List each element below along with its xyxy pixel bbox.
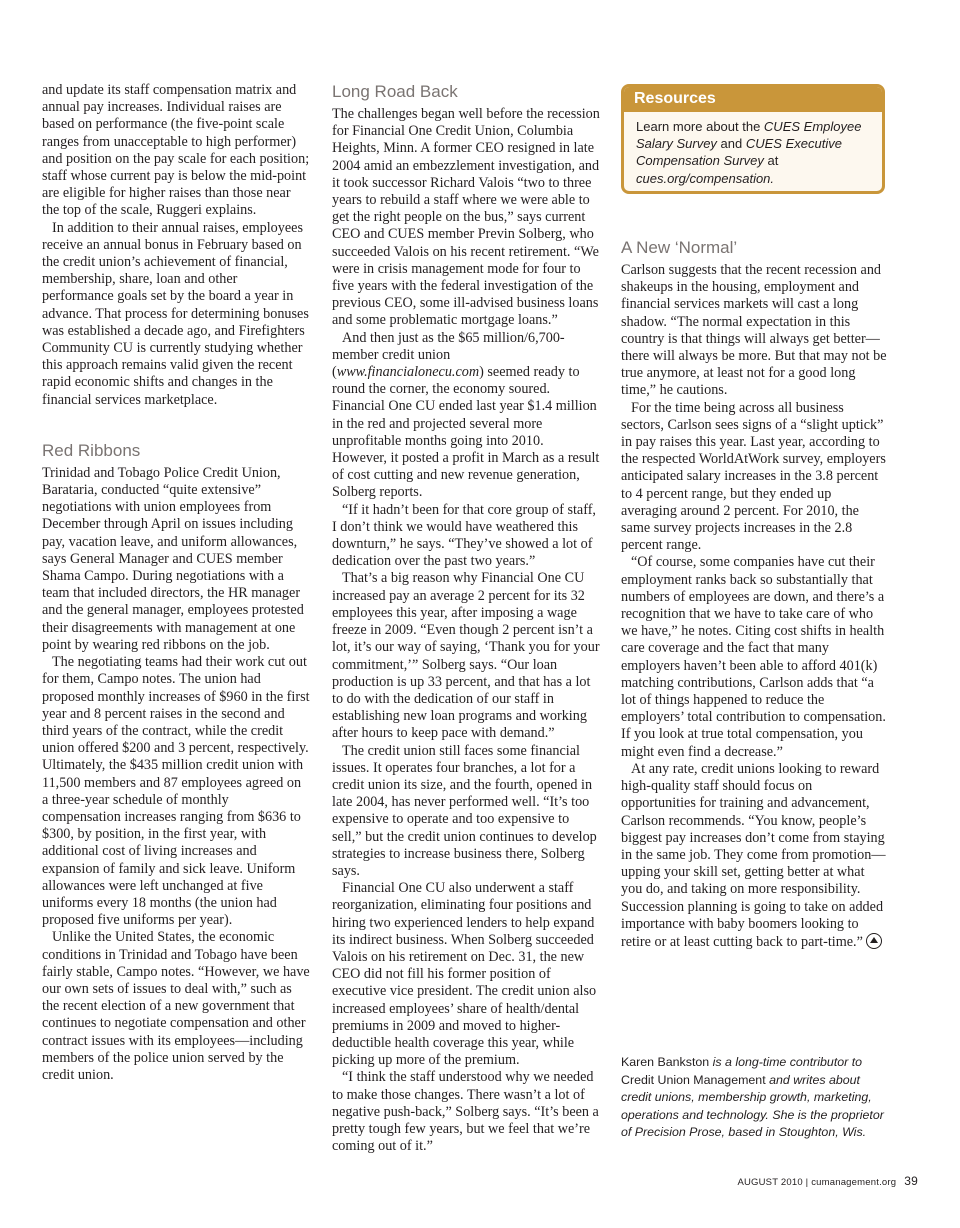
- separator: |: [802, 1177, 812, 1188]
- paragraph: “Of course, some companies have cut their employment ranks back so substantially that numbers of employees are down, and there’s a recognition that we have to take care of who we have,” he notes. Citing cost shifts in health care coverage and the fact that many employers haven’t been able to afford 401(k) matching contributions, Carlson adds that “a lot of things happened to reduce the employers’ total contribution to compensation. If you look at true total compensation, you might even find a decrease.”: [621, 554, 886, 760]
- site-name: cumanagement.org: [811, 1177, 897, 1188]
- section-heading-red-ribbons: Red Ribbons: [42, 440, 141, 460]
- paragraph: That’s a big reason why Financial One CU increased pay an average 2 percent for its 32 employees this year, after imposing a wage freeze in 2009. “Even though 2 percent isn’t a lot, it’s our way of saying, ‘Thank you for your commitment,’” Solberg says. “Our loan production is up 33 percent, and that has a lot to do with the dedication of our staff in establishing new loan programs and working after hours to keep pace with demand.”: [332, 570, 600, 742]
- section-heading-long-road-back: Long Road Back: [332, 82, 458, 101]
- paragraph: Unlike the United States, the economic conditions in Trinidad and Tobago have been fairly stable, Campo notes. “However, we have our own sets of issues to deal with,” such as the recent election of a new government that continues to negotiate compensation and other contract issues with its employees—including members of the police union served by the credit union.: [42, 929, 310, 1083]
- url-text: www.financialonecu.com: [336, 364, 480, 381]
- text: and: [716, 136, 746, 152]
- paragraph: The challenges began well before the recession for Financial One Credit Union, Columbia Heights, Minn. A former CEO resigned in late 2004 amid an embezzlement investigation, and it took successor Richard Valois “two to three years to rebuild a staff where we were able to get the right people on the bus,” says current CEO and CUES member Previn Solberg, who succeeded Valois on his recent retirement. “We were in crisis management mode for four to five years with the federal investigation of the previous CEO, some ill-advised business loans and some problematic mortgage loans.”: [332, 106, 600, 329]
- text: and writes about credit unions, membership growth, marketing, operations and technology. She is the proprietor of Precision Prose, based in Stoughton, Wis.: [621, 1072, 884, 1139]
- paragraph: [332, 330, 600, 502]
- paragraph: “If it hadn’t been for that core group of staff, I don’t think we would have weathered this downturn,” he says. “They’ve showed a lot of dedication over the past two years.”: [332, 501, 596, 570]
- publication-title: CUES Executive Compensation Survey: [636, 136, 842, 169]
- article-column-2: [332, 82, 600, 1155]
- paragraph: The credit union still faces some financial issues. It operates four branches, a lot for a credit union its size, and the fourth, opened in late 2004, has never performed well. “It’s too expensive to operate and too expensive to sell,” but the credit union continues to develop strategies to increase business there, Solberg says.: [332, 742, 597, 879]
- article-column-3: [621, 238, 889, 951]
- author-name: Karen Bankston: [621, 1055, 710, 1069]
- text: And then just as the $65 million/6,700-member credit union (: [332, 329, 565, 381]
- resources-box: [621, 84, 885, 194]
- paragraph: [621, 761, 889, 951]
- text: at: [763, 153, 779, 169]
- issue-date: AUGUST 2010: [737, 1177, 803, 1188]
- resources-title: Resources: [624, 87, 882, 112]
- resources-link: cues.org/compensation.: [636, 170, 775, 186]
- paragraph: and update its staff compensation matrix and annual pay increases. Individual raises are based on performance (the five-point scale ranges from unacceptable to high performer) and position on the pay scale for each position; staff whose current pay is below the mid-point are eligible for higher raises than those near the top of the scale, Ruggeri explains.: [42, 82, 310, 219]
- text: Learn more about the: [636, 119, 764, 134]
- publication-title: CUES Employee Salary Survey: [636, 119, 862, 152]
- paragraph: Trinidad and Tobago Police Credit Union, Barataria, conducted “quite extensive” negotiations with union employees from December through April on issues including pay, vacation leave, and uniform allowances, says General Manager and CUES member Shama Campo. During negotiations with a team that included directors, the HR manager and the general manager, employees protested their disagreements with management at one point by wearing red ribbons on the job.: [42, 464, 304, 653]
- paragraph: Carlson suggests that the recent recession and shakeups in the housing, employment and financial services markets will cast a long shadow. “The normal expectation in this country is that things will always get better—there will always be more. But that may not be true anymore, at least not for a good long time,” he cautions.: [621, 262, 887, 399]
- end-mark-icon: [866, 933, 882, 949]
- page-number: 39: [904, 1174, 918, 1188]
- page-footer: [737, 1174, 918, 1188]
- paragraph: In addition to their annual raises, employees receive an annual bonus in February based on the credit union’s achievement of financial, membership, share, loan and other performance goals set by the board a year in advance. That process for determining bonuses was established a decade ago, and Firefighters Community CU is currently studying whether this approach remains valid given the recent rapid economic shifts and changes in the financial services marketplace.: [42, 219, 309, 408]
- section-heading-a-new-normal: A New ‘Normal’: [621, 238, 738, 257]
- publication-name: Credit Union Management: [621, 1072, 766, 1087]
- paragraph: The negotiating teams had their work cut out for them, Campo notes. The union had proposed monthly increases of $960 in the first year and 8 percent raises in the second and third years of the contract, while the credit union offered $200 and 3 percent, respectively. Ultimately, the $435 million credit union with 11,500 members and 87 employees agreed on a three-year schedule of monthly compensation increases ranging from $636 to $300, by position, in the first year, with additional cost of living increases and expansion of family and sick leave. Uniform allowances were left unchanged at five uniforms every 18 months (the union had proposed five uniforms per year).: [42, 654, 310, 929]
- resources-text: [624, 112, 882, 187]
- article-column-1: [42, 82, 310, 1084]
- text: is a long-time contributor to: [709, 1055, 863, 1069]
- paragraph: “I think the staff understood why we needed to make those changes. There wasn’t a lot of negative push-back,” Solberg says. “It’s been a pretty tough few years, but we feel that we’re coming out of it.”: [332, 1069, 599, 1155]
- author-bio: [621, 1054, 889, 1142]
- paragraph: Financial One CU also underwent a staff reorganization, eliminating four positions and hiring two experienced lenders to help expand its indirect business. When Solberg succeeded Valois on his retirement on Dec. 31, the new CEO did not fill his former position of executive vice president. The credit union also increased employees’ share of health/dental premiums in 2009 and moved to higher-deductible health coverage this year, while picking up more of the premium.: [332, 880, 597, 1069]
- paragraph: For the time being across all business sectors, Carlson sees signs of a “slight uptick” in pay raises this year. Last year, according to the respected WorldAtWork survey, employers anticipated salary increases in the 3.8 percent to 4 percent range, but they ended up averaging around 2 percent. For 2010, the same survey projects increases in the 2.8 percent range.: [621, 399, 886, 554]
- text: ) seemed ready to round the corner, the economy soured. Financial One CU ended last year $1.4 million in the red and projected several more unprofitable months going into 2010. However, it posted a profit in March as a result of cost cutting and new revenue generation, Solberg reports.: [332, 364, 600, 501]
- text: At any rate, credit unions looking to reward high-quality staff should focus on opportunities for training and advancement, Carlson recommends. “You know, people’s biggest pay increases don’t come from staying in the same job. They come from promotion—upping your skill set, getting better at what you do, and taking on more responsibility. Succession planning is going to take on added importance with baby boomers looking to retire or at least cutting back to part-time.”: [621, 760, 886, 950]
